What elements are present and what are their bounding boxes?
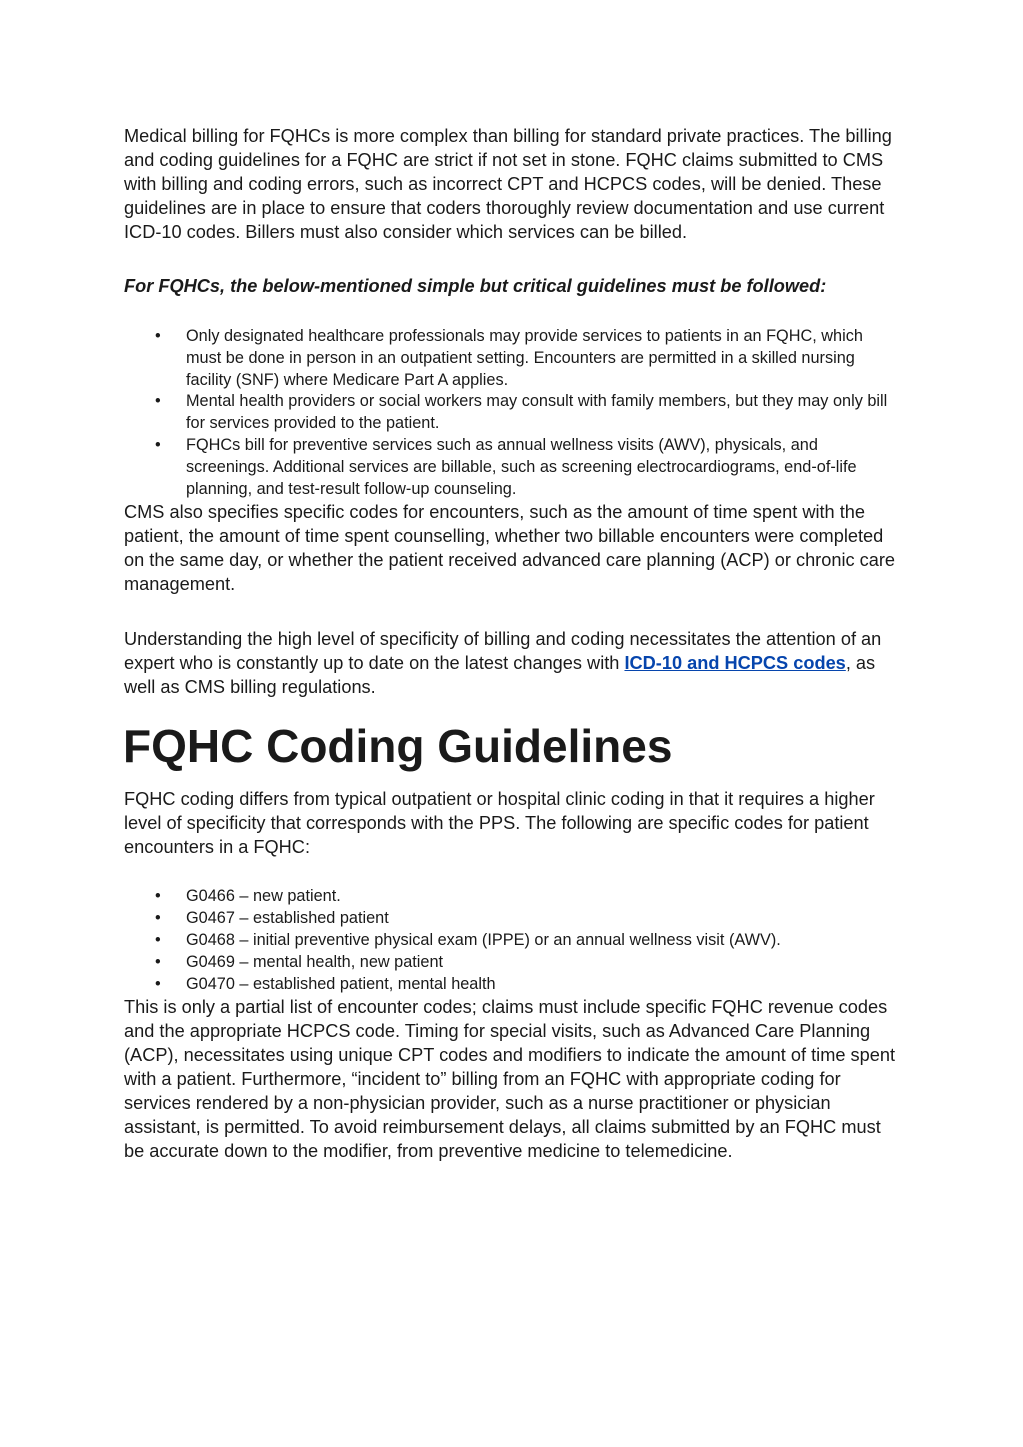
intro-paragraph: Medical billing for FQHCs is more complex than billing for standard private practices. The billing and coding guidelines for a FQHC are strict if not set in stone. FQHC claims submitted to CMS with billing and coding errors, such as incorrect CPT and HCPCS codes, will be denied. These guidelines are in place to ensure that coders thoroughly review documentation and use current ICD-10 codes. Billers must also consider which services can be billed. xyxy=(124,126,892,242)
list-item xyxy=(124,435,900,500)
expert-text-before: Understanding the high level of specificity of billing and coding necessitates the attention of an expert who is constantly up to date on the latest changes with xyxy=(124,629,882,674)
cms-paragraph: CMS also specifies specific codes for encounters, such as the amount of time spent with the patient, the amount of time spent counselling, whether two billable encounters were completed on the same day, or whether the patient received advanced care planning (ACP) or chronic care management. xyxy=(124,502,896,595)
list-item-text: G0467 – established patient xyxy=(186,909,389,928)
codes-list xyxy=(124,886,900,995)
bullet-icon: • xyxy=(155,974,161,993)
bullet-icon: • xyxy=(155,909,161,928)
coding-intro-paragraph: FQHC coding differs from typical outpatient or hospital clinic coding in that it requires a higher level of specificity that corresponds with the PPS. The following are specific codes for patient encounters in a FQHC: xyxy=(124,789,875,858)
list-item-text: FQHCs bill for preventive services such as annual wellness visits (AWV), physicals, and screenings. Additional services are billable, such as screening electrocardiograms, end-of-life planning, and test-result follow-up counseling. xyxy=(186,435,857,498)
list-item xyxy=(124,952,900,974)
section-heading: FQHC Coding Guidelines xyxy=(123,720,673,773)
list-item xyxy=(124,326,900,391)
bullet-icon: • xyxy=(155,327,161,345)
icd10-hcpcs-link[interactable]: ICD-10 and HCPCS codes xyxy=(624,653,846,674)
bullet-icon: • xyxy=(155,887,161,906)
bullet-icon: • xyxy=(155,435,161,454)
list-item-text: G0466 – new patient. xyxy=(186,887,341,906)
expert-paragraph xyxy=(124,627,900,699)
list-item xyxy=(124,974,900,996)
list-item-text: G0470 – established patient, mental health xyxy=(186,974,496,993)
list-item-text: Only designated healthcare professionals may provide services to patients in an FQHC, which must be done in person in an outpatient setting. Encounters are permitted in a skilled nursing facility (SNF) where Medicare Part A applies. xyxy=(186,327,863,389)
list-item-text: G0468 – initial preventive physical exam (IPPE) or an annual wellness visit (AWV). xyxy=(186,930,781,949)
list-item xyxy=(124,908,900,930)
closing-paragraph: This is only a partial list of encounter codes; claims must include specific FQHC revenue codes and the appropriate HCPCS code. Timing for special visits, such as Advanced Care Planning (ACP), necessitates using unique CPT codes and modifiers to indicate the amount of time spent with a patient. Furthermore, “incident to” billing from an FQHC with appropriate coding for services rendered by a non-physician provider, such as a nurse practitioner or physician assistant, is permitted. To avoid reimbursement delays, all claims submitted by an FQHC must be accurate down to the modifier, from preventive medicine to telemedicine. xyxy=(124,997,896,1162)
list-item xyxy=(124,886,900,908)
expert-text-after: , as well as CMS billing regulations. xyxy=(124,653,876,698)
bullet-icon: • xyxy=(155,930,161,949)
bullet-icon: • xyxy=(155,392,161,411)
list-item-text: Mental health providers or social workers may consult with family members, but they may only bill for services provided to the patient. xyxy=(186,392,888,433)
guidelines-subheading: For FQHCs, the below-mentioned simple but critical guidelines must be followed: xyxy=(124,276,827,296)
list-item xyxy=(124,930,900,952)
bullet-icon: • xyxy=(155,952,161,971)
list-item-text: G0469 – mental health, new patient xyxy=(186,952,444,971)
document-page xyxy=(124,124,900,1163)
guidelines-list xyxy=(124,326,900,500)
list-item xyxy=(124,391,900,435)
